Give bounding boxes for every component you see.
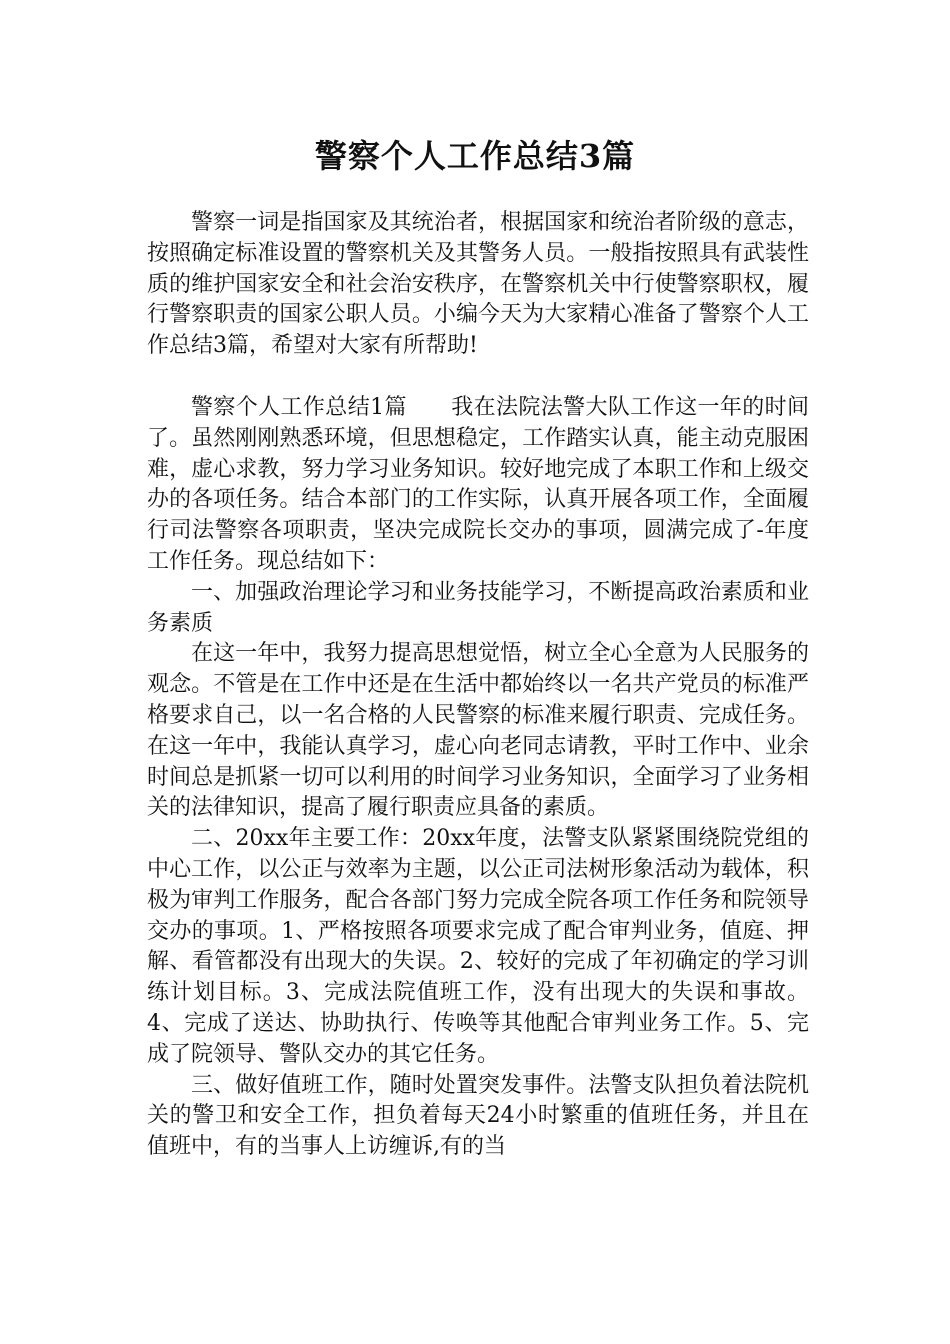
point-one-heading: 一、加强政治理论学习和业务技能学习，不断提高政治素质和业务素质 xyxy=(147,579,809,636)
section-one-paragraph xyxy=(147,393,809,578)
document-body xyxy=(147,208,809,1163)
point-two-paragraph: 二、20xx年主要工作：20xx年度，法警支队紧紧围绕院党组的中心工作，以公正与效率为主题，以公正司法树形象活动为载体，积极为审判工作服务，配合各部门努力完成全院各项工作任务和院领导交办的事项。1、严格按照各项要求完成了配合审判业务，值庭、押解、看管都没有出现大的失误。2、较好的完成了年初确定的学习训练计划目标。3、完成法院值班工作，没有出现大的失误和事故。4、完成了送达、协助执行、传唤等其他配合审判业务工作。5、完成了院领导、警队交办的其它任务。 xyxy=(147,826,809,1067)
point-one-body: 在这一年中，我努力提高思想觉悟，树立全心全意为人民服务的观念。不管是在工作中还是在生活中都始终以一名共产党员的标准严格要求自己，以一名合格的人民警察的标准来履行职责、完成任务。在这一年中，我能认真学习，虚心向老同志请教，平时工作中、业余时间总是抓紧一切可以利用的时间学习业务知识，全面学习了业务相关的法律知识，提高了履行职责应具备的素质。 xyxy=(147,641,809,821)
section-heading: 警察个人工作总结1篇 xyxy=(191,394,407,420)
document-title: 警察个人工作总结3篇 xyxy=(314,137,636,175)
section-opening: 我在法院法警大队工作这一年的时间了。虽然刚刚熟悉环境，但思想稳定，工作踏实认真，能主动克服困难，虚心求教，努力学习业务知识。较好地完成了本职工作和上级交办的各项任务。结合本部门的工作实际，认真开展各项工作，全面履行司法警察各项职责，坚决完成院长交办的事项，圆满完成了-年度工作任务。现总结如下： xyxy=(147,394,809,574)
intro-paragraph: 警察一词是指国家及其统治者，根据国家和统治者阶级的意志，按照确定标准设置的警察机关及其警务人员。一般指按照具有武装性质的维护国家安全和社会治安秩序，在警察机关中行使警察职权，履行警察职责的国家公职人员。小编今天为大家精心准备了警察个人工作总结3篇，希望对大家有所帮助! xyxy=(147,210,809,359)
point-three-paragraph: 三、做好值班工作，随时处置突发事件。法警支队担负着法院机关的警卫和安全工作，担负着每天24小时繁重的值班任务，并且在值班中，有的当事人上访缠诉,有的当 xyxy=(147,1072,809,1160)
